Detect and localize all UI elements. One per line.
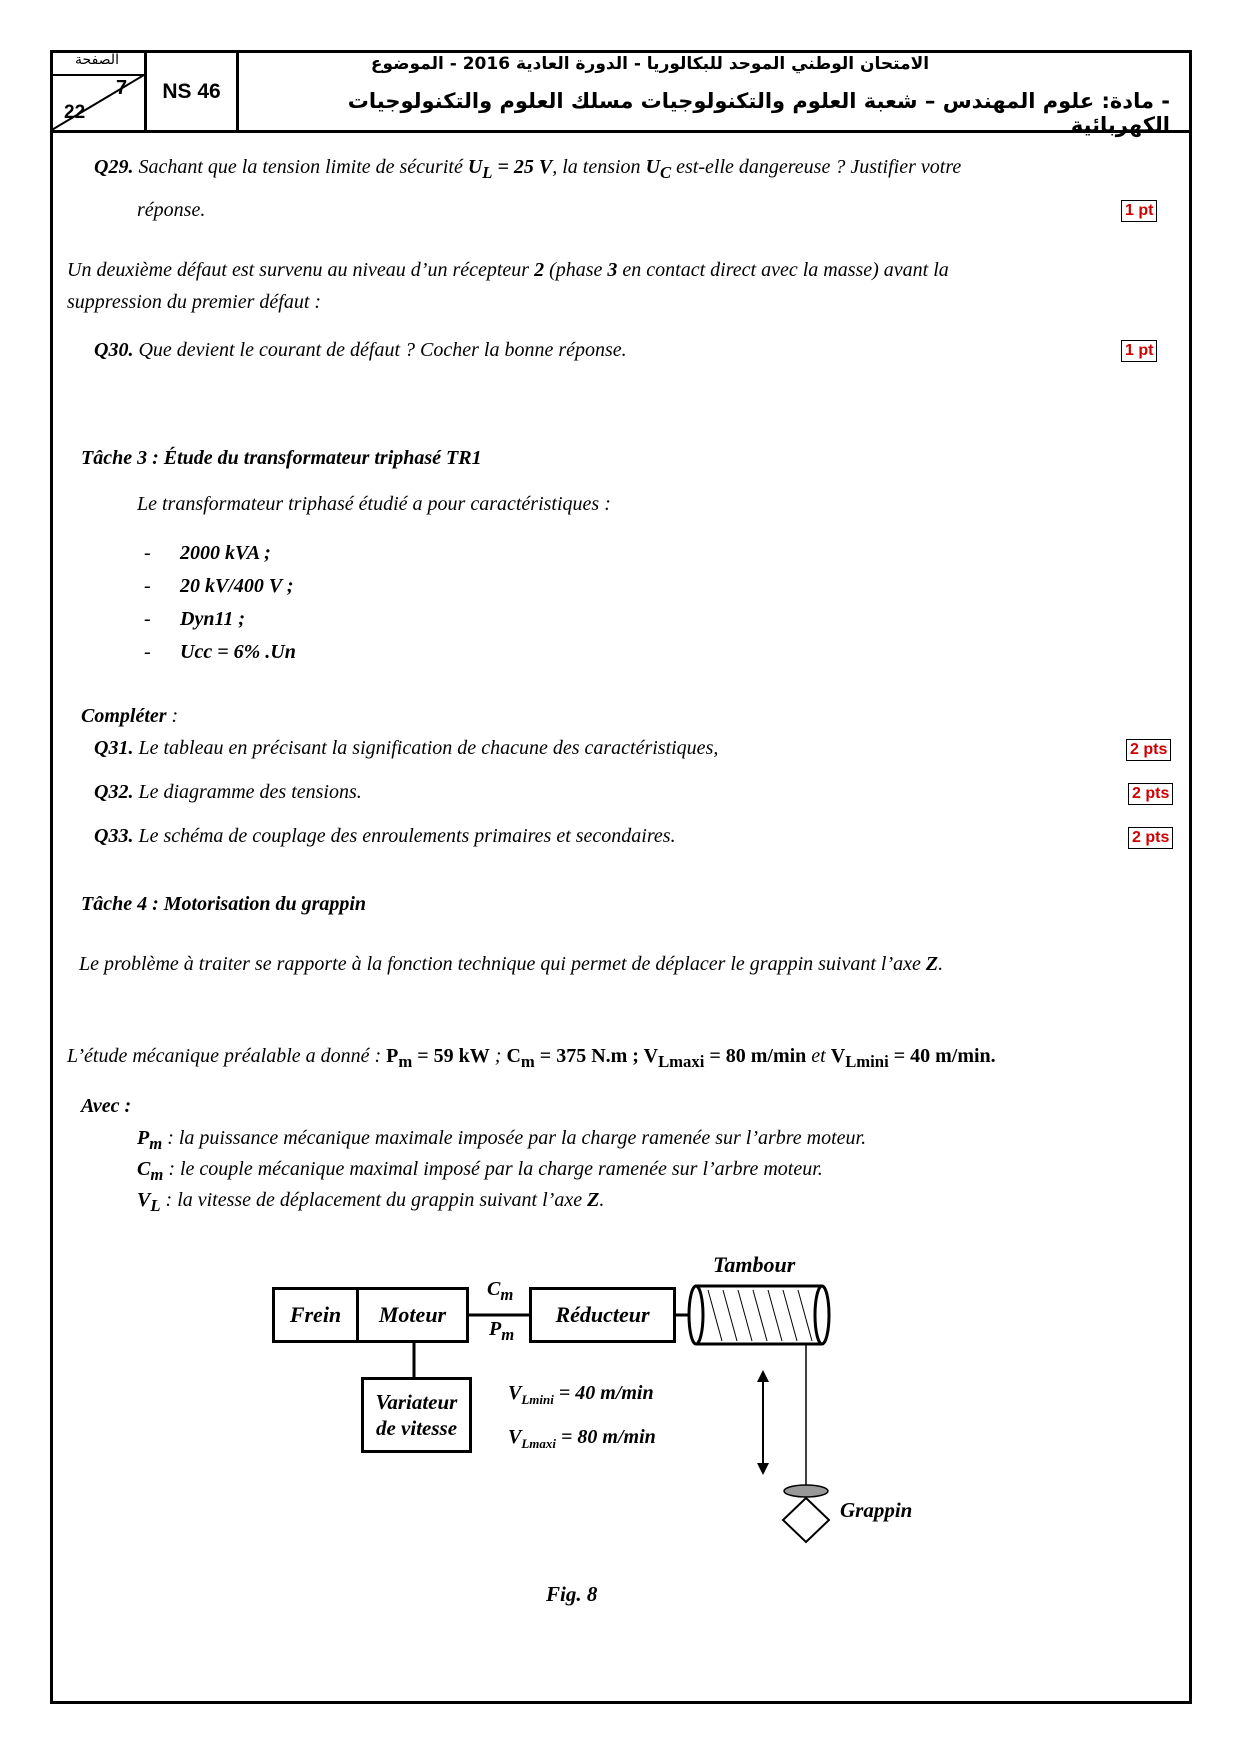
tache3-title: Tâche 3 : Étude du transformateur triphasé TR1 bbox=[81, 447, 482, 469]
page-number: 7 bbox=[116, 77, 128, 99]
q29-points: 1 pt bbox=[1121, 200, 1157, 222]
q32-line bbox=[94, 781, 362, 804]
q29-ul: U bbox=[467, 156, 483, 178]
fig-vlmaxi-label bbox=[508, 1426, 656, 1452]
q29-text-c: , la tension bbox=[552, 156, 646, 178]
page-label: الصفحة bbox=[75, 52, 119, 68]
etude-vlmin: V bbox=[830, 1045, 846, 1067]
etude-pm: P bbox=[386, 1045, 399, 1067]
tache3-item-ucc: Ucc = 6% .Un bbox=[180, 641, 296, 663]
etude-pm-sub: m bbox=[398, 1052, 413, 1071]
def-cm-symbol: C bbox=[137, 1158, 151, 1180]
defaut-text-a: Un deuxième défaut est survenu au niveau d’un récepteur bbox=[67, 259, 535, 281]
def-vl-axis: Z bbox=[587, 1189, 600, 1211]
exam-title: الامتحان الوطني الموحد للبكالوريا - الدورة العادية 2016 - الموضوع bbox=[370, 54, 930, 74]
completer-heading bbox=[81, 705, 178, 728]
q32-text: Le diagramme des tensions. bbox=[138, 781, 362, 803]
tache4-etude bbox=[67, 1045, 996, 1072]
tache4-axis: Z bbox=[925, 953, 939, 975]
grappin-label: Grappin bbox=[840, 1498, 913, 1522]
tache4-title: Tâche 4 : Motorisation du grappin bbox=[81, 893, 367, 915]
moteur-box: Moteur bbox=[356, 1287, 469, 1343]
tache4-problem-end: . bbox=[938, 953, 944, 975]
fig-vlmaxi-sub: Lmaxi bbox=[521, 1436, 557, 1451]
tache3-bullet: - bbox=[144, 641, 151, 663]
page-total: 22 bbox=[64, 102, 86, 123]
tache3-intro: Le transformateur triphasé étudié a pour caractéristiques : bbox=[137, 493, 611, 515]
defaut-line1 bbox=[67, 259, 949, 282]
q29-ul-sub: L bbox=[482, 163, 493, 182]
avec-heading: Avec : bbox=[81, 1095, 132, 1117]
fig-pm-symbol: P bbox=[489, 1318, 502, 1340]
def-cm bbox=[137, 1158, 823, 1185]
def-pm-sub: m bbox=[149, 1134, 163, 1153]
q30-line bbox=[94, 339, 627, 362]
fig-pm-sub: m bbox=[501, 1325, 515, 1344]
page-number-cell bbox=[50, 50, 147, 133]
defaut-phase-number: 3 bbox=[607, 259, 618, 281]
defaut-recepteur-number: 2 bbox=[534, 259, 545, 281]
q33-line bbox=[94, 825, 676, 848]
def-vl-text: : la vitesse de déplacement du grappin suivant l’axe bbox=[160, 1189, 588, 1211]
figure-caption: Fig. 8 bbox=[546, 1582, 598, 1606]
def-vl: $V_L$ : la vitesse de déplacement du grappin suivant l’axe Z. bbox=[137, 1189, 605, 1215]
q31-text: Le tableau en précisant la signification de chacune des caractéristiques, bbox=[138, 737, 719, 759]
fig-cm-label bbox=[487, 1278, 513, 1305]
tache3-item-voltage: 20 kV/400 V ; bbox=[180, 575, 294, 597]
etude-cm-value: = 375 N.m ; bbox=[534, 1045, 644, 1067]
etude-vlmax-sub: Lmaxi bbox=[658, 1052, 705, 1071]
etude-cm: C bbox=[506, 1045, 521, 1067]
def-vl-symbol: V bbox=[137, 1189, 151, 1211]
reducteur-box: Réducteur bbox=[529, 1287, 676, 1343]
fig-pm-label bbox=[489, 1318, 514, 1345]
q29-ul-value: = 25 V bbox=[492, 156, 553, 178]
tambour-label: Tambour bbox=[713, 1252, 796, 1277]
q29-line1 bbox=[94, 156, 961, 183]
tache3-item-coupling: Dyn11 ; bbox=[180, 608, 245, 630]
tache4-problem bbox=[79, 953, 943, 976]
completer-colon: : bbox=[166, 705, 179, 727]
defaut-text-b: (phase bbox=[544, 259, 608, 281]
variateur-label-1: Variateur bbox=[375, 1389, 458, 1414]
tache3-bullet: - bbox=[144, 575, 151, 597]
fig-vlmaxi-symbol: V bbox=[508, 1426, 522, 1448]
q33-points: 2 pts bbox=[1128, 827, 1173, 849]
etude-vlmax-value: = 80 m/min bbox=[704, 1045, 807, 1067]
tache4-problem-text: Le problème à traiter se rapporte à la fonction technique qui permet de déplacer le grappin suivant l’axe bbox=[79, 953, 926, 975]
q33-text: Le schéma de couplage des enroulements primaires et secondaires. bbox=[138, 825, 676, 847]
q29-text-d: est-elle dangereuse ? Justifier votre bbox=[671, 156, 962, 178]
def-pm-text: : la puissance mécanique maximale imposée par la charge ramenée sur l’arbre moteur. bbox=[162, 1127, 867, 1149]
q33-number: Q33. bbox=[94, 825, 134, 847]
fig-vlmaxi-value: = 80 m/min bbox=[556, 1426, 656, 1448]
completer-label: Compléter bbox=[81, 705, 167, 727]
etude-vlmin-value: = 40 m/min. bbox=[888, 1045, 996, 1067]
q29-line2: réponse. bbox=[137, 199, 206, 221]
tache3-bullet: - bbox=[144, 608, 151, 630]
def-cm-text: : le couple mécanique maximal imposé par la charge ramenée sur l’arbre moteur. bbox=[163, 1158, 823, 1180]
q29-text: Sachant que la tension limite de sécurité bbox=[138, 156, 468, 178]
def-cm-sub: m bbox=[150, 1165, 164, 1184]
defaut-text-c: en contact direct avec la masse) avant la bbox=[617, 259, 949, 281]
def-pm bbox=[137, 1127, 866, 1154]
q29-uc: U bbox=[645, 156, 661, 178]
etude-vlmax: V bbox=[643, 1045, 659, 1067]
q31-number: Q31. bbox=[94, 737, 134, 759]
fig-vlmini-sub: Lmini bbox=[521, 1392, 554, 1407]
exam-subject: - مادة: علوم المهندس – شعبة العلوم والتكنولوجيات مسلك العلوم والتكنولوجيات الكهربائية bbox=[347, 89, 1170, 137]
tache3-bullet: - bbox=[144, 542, 151, 564]
q30-text: Que devient le courant de défaut ? Cocher la bonne réponse. bbox=[138, 339, 627, 361]
variateur-label-2: de vitesse bbox=[375, 1416, 458, 1440]
etude-cm-sub: m bbox=[520, 1052, 535, 1071]
q30-number: Q30. bbox=[94, 339, 134, 361]
def-pm-symbol: P bbox=[137, 1127, 150, 1149]
defaut-line2: suppression du premier défaut : bbox=[67, 291, 322, 313]
q32-points: 2 pts bbox=[1128, 783, 1173, 805]
fig-vlmini-value: = 40 m/min bbox=[553, 1382, 654, 1404]
etude-intro: L’étude mécanique préalable a donné : bbox=[67, 1045, 387, 1067]
tache3-item-power: 2000 kVA ; bbox=[180, 542, 271, 564]
def-vl-end: . bbox=[599, 1189, 605, 1211]
exam-code: NS 46 bbox=[147, 50, 239, 133]
etude-et: et bbox=[806, 1045, 831, 1067]
etude-pm-value: = 59 kW bbox=[412, 1045, 490, 1067]
q31-points: 2 pts bbox=[1126, 739, 1171, 761]
etude-vlmin-sub: Lmini bbox=[845, 1052, 889, 1071]
frein-box: Frein bbox=[272, 1287, 359, 1343]
q32-number: Q32. bbox=[94, 781, 134, 803]
q30-points: 1 pt bbox=[1121, 340, 1157, 362]
q31-line bbox=[94, 737, 718, 760]
variateur-box bbox=[361, 1377, 472, 1453]
fig-cm-symbol: C bbox=[487, 1278, 501, 1300]
q29-number: Q29. bbox=[94, 156, 134, 178]
q29-uc-sub: C bbox=[660, 163, 672, 182]
fig-vlmini-label bbox=[508, 1382, 654, 1408]
fig-vlmini-symbol: V bbox=[508, 1382, 522, 1404]
fig-cm-sub: m bbox=[500, 1285, 514, 1304]
etude-separator: ; bbox=[489, 1045, 507, 1067]
